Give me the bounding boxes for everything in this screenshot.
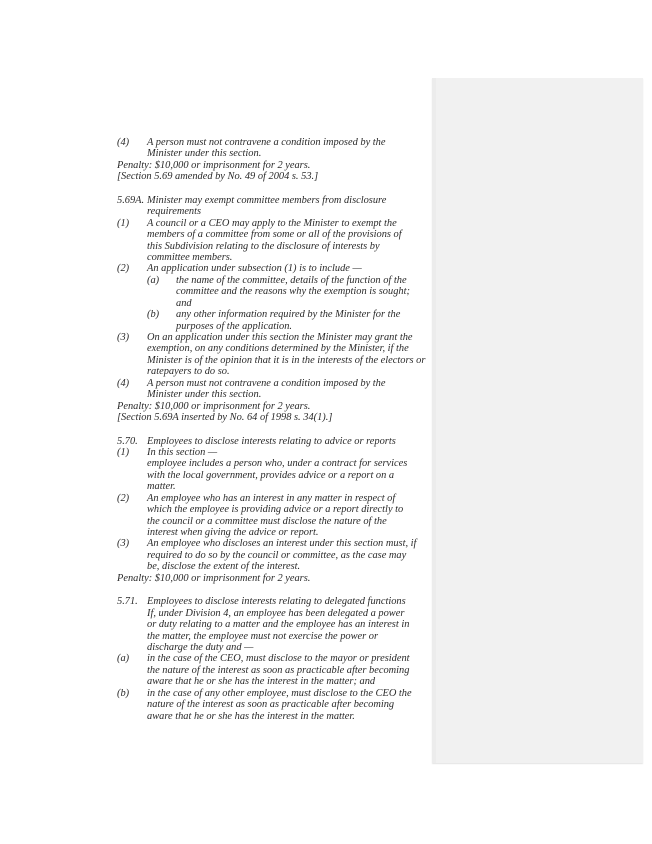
text-line <box>117 401 432 412</box>
section-gap <box>117 424 432 436</box>
text-line <box>117 412 432 423</box>
provision-text: An employee who discloses an interest under this section must, if <box>147 538 417 550</box>
provision <box>117 493 432 539</box>
text-line <box>117 275 432 286</box>
provision-text: Employees to disclose interests relating to advice or reports <box>147 435 396 447</box>
text-line <box>117 481 432 492</box>
provision <box>117 218 432 264</box>
provision-text: An employee who has an interest in any matter in respect of <box>147 492 396 504</box>
text-line <box>117 252 432 263</box>
text-line <box>117 218 432 229</box>
provision <box>117 171 432 182</box>
provision-text: A person must not contravene a condition imposed by the <box>147 137 386 148</box>
text-line <box>117 538 432 549</box>
text-line <box>117 148 432 159</box>
provision-number: (4) <box>117 137 130 148</box>
provision-text: purposes of the application. <box>176 320 293 332</box>
text-line <box>117 137 432 148</box>
provision-text: ratepayers to do so. <box>147 366 230 378</box>
provision-text: committee and the reasons why the exemption is sought; <box>176 286 410 298</box>
provision <box>117 332 432 378</box>
provision-number: (1) <box>117 446 130 458</box>
text-line <box>117 241 432 252</box>
comment-pane <box>432 78 643 763</box>
provision-text: An application under subsection (1) is to include — <box>147 263 362 275</box>
provision-text: members of a committee from some or all of the provisions of <box>147 229 402 241</box>
text-line <box>117 550 432 561</box>
provision-text: A person must not contravene a condition imposed by the <box>147 377 386 389</box>
provision <box>117 538 432 572</box>
section <box>117 137 432 183</box>
text-line <box>117 608 432 619</box>
provision-text: aware that he or she has the interest in the matter; and <box>147 676 376 688</box>
text-line <box>117 676 432 687</box>
text-line <box>117 631 432 642</box>
provision-text: be, disclose the extent of the interest. <box>147 561 301 573</box>
text-line <box>117 332 432 343</box>
text-line <box>117 298 432 309</box>
provision <box>117 378 432 401</box>
text-line <box>117 263 432 274</box>
text-line <box>117 206 432 217</box>
text-line <box>117 493 432 504</box>
provision <box>117 275 432 309</box>
provision-text: in the case of any other employee, must disclose to the CEO the <box>147 687 412 699</box>
provision-text: nature of the interest as soon as practicable after becoming <box>147 699 395 711</box>
text-line <box>117 436 432 447</box>
provision-text: On an application under this section the Minister may grant the <box>147 332 413 343</box>
provision <box>117 653 432 687</box>
text-line <box>117 642 432 653</box>
provision <box>117 688 432 722</box>
section <box>117 436 432 585</box>
provision-text: this Subdivision relating to the disclosure of interests by <box>147 240 380 252</box>
provision <box>117 160 432 171</box>
provision <box>117 412 432 423</box>
provision-number: (3) <box>117 538 130 550</box>
text-line <box>117 527 432 538</box>
provision-number: (4) <box>117 377 130 389</box>
provision-number: (3) <box>117 332 130 343</box>
provision-text: which the employee is providing advice or a report directly to <box>147 504 404 516</box>
provision <box>117 573 432 584</box>
provision-number: (2) <box>117 263 130 275</box>
provision-text: or duty relating to a matter and the employee has an interest in <box>147 619 410 631</box>
text-line <box>117 229 432 240</box>
text-line <box>117 171 432 182</box>
text-line <box>117 389 432 400</box>
text-line <box>117 470 432 481</box>
provision-text: [Section 5.69A inserted by No. 64 of 1998 s. 34(1).] <box>117 412 333 424</box>
text-line <box>117 619 432 630</box>
text-line <box>117 688 432 699</box>
text-line <box>117 458 432 469</box>
provision-number: (b) <box>147 309 160 321</box>
provision-text: Minister under this section. <box>147 389 262 401</box>
provision-text: aware that he or she has the interest in the matter. <box>147 710 355 722</box>
text-line <box>117 378 432 389</box>
text-line <box>117 665 432 676</box>
provision-text: matter. <box>147 481 176 493</box>
text-line <box>117 573 432 584</box>
provision-text: in the case of the CEO, must disclose to the mayor or president <box>147 653 410 665</box>
provision-text: In this section — <box>147 446 218 458</box>
section-gap <box>117 183 432 195</box>
provision-text: [Section 5.69 amended by No. 49 of 2004 s. 53.] <box>117 171 319 183</box>
provision <box>117 263 432 274</box>
section <box>117 596 432 722</box>
provision-text: If, under Division 4, an employee has been delegated a power <box>147 607 405 619</box>
provision-text: Minister is of the opinion that it is in the interests of the electors or <box>147 354 426 366</box>
text-line <box>117 516 432 527</box>
text-line <box>117 711 432 722</box>
provision <box>117 436 432 447</box>
text-line <box>117 321 432 332</box>
section <box>117 195 432 424</box>
provision-text: Minister under this section. <box>147 148 262 160</box>
provision <box>117 447 432 493</box>
provision-text: employee includes a person who, under a contract for services <box>147 458 408 470</box>
text-line <box>117 195 432 206</box>
text-line <box>117 447 432 458</box>
provision-text: any other information required by the Minister for the <box>176 309 401 321</box>
provision-text: requirements <box>147 206 202 218</box>
provision-text: the matter, the employee must not exercise the power or <box>147 630 379 642</box>
text-line <box>117 699 432 710</box>
provision-text: with the local government, provides advice or a report on a <box>147 469 395 481</box>
text-line <box>117 343 432 354</box>
text-line <box>117 309 432 320</box>
provision-text: interest when giving the advice or report. <box>147 527 319 538</box>
provision-text: and <box>176 297 192 309</box>
provision-text: committee members. <box>147 251 233 263</box>
provision-text: Employees to disclose interests relating to delegated functions <box>147 596 406 608</box>
text-line <box>117 160 432 171</box>
text-line <box>117 286 432 297</box>
provision-text: Penalty: $10,000 or imprisonment for 2 years. <box>117 572 311 584</box>
section-gap <box>117 584 432 596</box>
provision-text: A council or a CEO may apply to the Minister to exempt the <box>147 217 397 229</box>
provision <box>117 401 432 412</box>
provision-text: required to do so by the council or committee, as the case may <box>147 549 407 561</box>
provision <box>117 195 432 218</box>
text-line <box>117 596 432 607</box>
provision-text: discharge the duty and — <box>147 641 254 653</box>
provision <box>117 309 432 332</box>
provision-text: the council or a committee must disclose the nature of the <box>147 515 387 527</box>
provision-number: 5.70. <box>117 435 138 447</box>
provision-number: (1) <box>117 217 130 229</box>
provision-number: (a) <box>147 274 160 286</box>
provision <box>117 596 432 653</box>
text-line <box>117 653 432 664</box>
provision-text: the nature of the interest as soon as practicable after becoming <box>147 664 410 676</box>
provision-number: (a) <box>117 653 130 665</box>
text-line <box>117 561 432 572</box>
provision-text: exemption, on any conditions determined by the Minister, if the <box>147 343 409 355</box>
text-line <box>117 355 432 366</box>
provision-text: the name of the committee, details of the function of the <box>176 274 407 286</box>
provision-number: 5.71. <box>117 596 138 608</box>
text-line <box>117 366 432 377</box>
document-body <box>117 137 432 722</box>
provision <box>117 137 432 160</box>
provision-number: (b) <box>117 687 130 699</box>
provision-text: Penalty: $10,000 or imprisonment for 2 years. <box>117 159 311 171</box>
provision-text: Minister may exempt committee members from disclosure <box>147 194 387 206</box>
provision-number: (2) <box>117 492 130 504</box>
text-line <box>117 504 432 515</box>
provision-number: 5.69A. <box>117 194 145 206</box>
provision-text: Penalty: $10,000 or imprisonment for 2 years. <box>117 400 311 412</box>
